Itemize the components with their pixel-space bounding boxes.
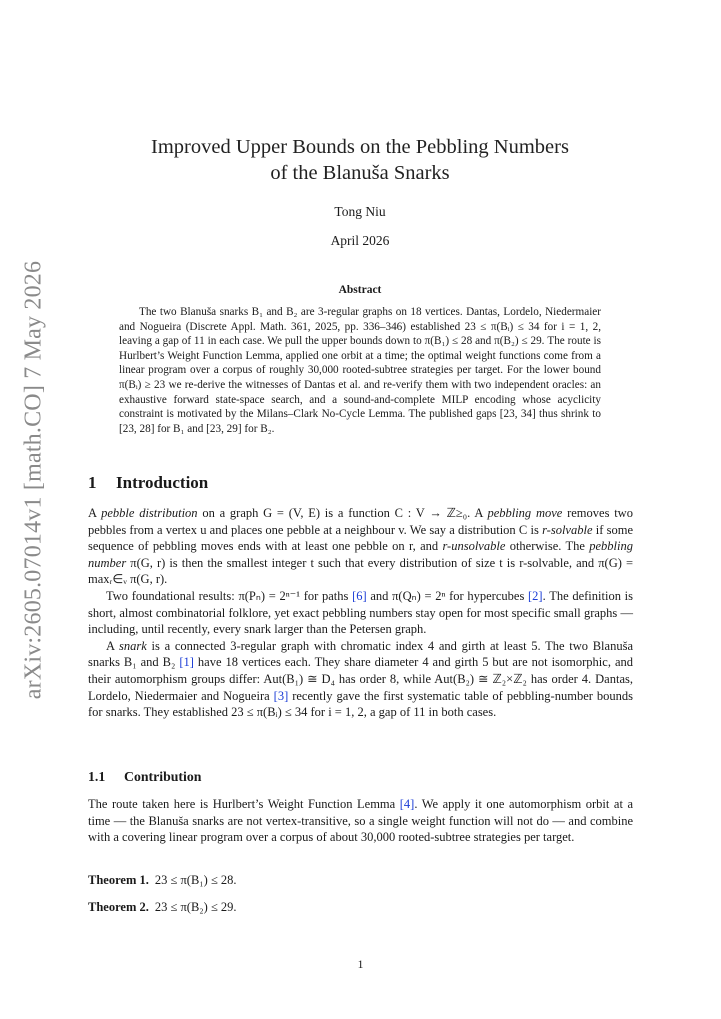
term-r-unsolvable: r-unsolvable <box>442 539 506 554</box>
term-pebbling-move: pebbling move <box>487 506 563 520</box>
paper-title <box>100 134 620 186</box>
section-heading-introduction <box>88 473 208 493</box>
theorem-2-label: Theorem 2. <box>88 900 149 914</box>
section-title: Introduction <box>116 473 209 492</box>
citation-link-6[interactable]: [6] <box>352 588 367 603</box>
theorem-1-label: Theorem 1. <box>88 873 149 887</box>
theorem-1 <box>88 873 237 888</box>
citation-link-2[interactable]: [2] <box>528 588 543 603</box>
title-line-1: Improved Upper Bounds on the Pebbling Numbers <box>151 136 569 158</box>
term-snark: snark <box>119 638 147 653</box>
contribution-body <box>88 796 633 846</box>
paragraph-definitions: A pebble distribution on a graph G = (V, E) is a function C : V → ℤ≥₀. A pebbling move removes two pebbles from a vertex u and places one pebble at a neighbour v. We say a distribution C is r-solvable if some sequence of pebbling moves ends with at least one pebble on r, and r-unsolvable otherwise. The pebbling number π(G, r) is then the smallest integer t such that every distribution of size t is r-solvable, and π(G) = maxᵣ∈ᵥ π(G, r). <box>88 506 633 587</box>
theorem-2-statement: 23 ≤ π(B₂) ≤ 29. <box>154 900 237 914</box>
citation-link-1[interactable]: [1] <box>179 655 194 670</box>
arxiv-stamp-text: arXiv:2605.07014v1 [math.CO] 7 May 2026 <box>20 260 47 700</box>
author-name: Tong Niu <box>334 204 386 219</box>
theorem-1-statement: 23 ≤ π(B₁) ≤ 28. <box>154 873 237 887</box>
subsection-number: 1.1 <box>88 769 106 784</box>
page-number: 1 <box>357 957 364 971</box>
title-line-2: of the Blanuša Snarks <box>270 162 450 184</box>
subsection-heading-contribution <box>88 769 201 785</box>
term-r-solvable: r-solvable <box>542 522 593 537</box>
theorem-2 <box>88 900 237 915</box>
abstract-heading: Abstract <box>338 284 382 296</box>
paragraph-contribution: The route taken here is Hurlbert’s Weight Function Lemma [4]. We apply it one automorphism orbit at a time — the Blanuša snarks are not vertex-transitive, so a single weight function will not do — and combine with a covering linear program over a corpus of about 30,000 rooted-subtree strategies per target. <box>88 797 634 845</box>
subsection-title: Contribution <box>124 769 202 784</box>
term-pebble-distribution: pebble distribution <box>101 506 198 520</box>
term-pebbling-number: pebbling number <box>88 539 633 570</box>
abstract-text: The two Blanuša snarks B₁ and B₂ are 3-regular graphs on 18 vertices. Dantas, Lordelo, Niedermaier and Nogueira (Discrete Appl. Math. 361, 2025, pp. 336–346) established 23 ≤ π(Bᵢ) ≤ 34 for i = 1, 2, leaving a gap of 11 in each case. We pull the upper bounds down to π(B₁) ≤ 28 and π(B₂) ≤ 29. The route is Hurlbert’s Weight Function Lemma, applied one orbit at a time; the optimal weight functions come from a linear program over a corpus of roughly 30,000 rooted-subtree strategies per target. For the lower bound π(Bᵢ) ≥ 23 we re-derive the witnesses of Dantas et al. and re-verify them with two independent oracles: an exhaustive forward state-space search, and a sound-and-complete MILP encoding whose acyclicity constraint is motivated by the Milans–Clark No-Cycle Lemma. The published gaps [23, 34] thus shrink to [23, 28] for B₁ and [23, 29] for B₂. <box>119 306 601 435</box>
paragraph-snarks: A snark is a connected 3-regular graph with chromatic index 4 and girth at least 5. The two Blanuša snarks B₁ and B₂ [1] have 18 vertices each. They share diameter 4 and girth 5 but are not isomorphic, and their automorphism groups differ: Aut(B₁) ≅ D₄ has order 8, while Aut(B₂) ≅ ℤ₂×ℤ₂ has order 4. Dantas, Lordelo, Niedermaier and Nogueira [3] recently gave the first systematic table of pebbling-number bounds for snarks. They established 23 ≤ π(Bᵢ) ≤ 34 for i = 1, 2, a gap of 11 in both cases. <box>88 638 634 720</box>
section-number: 1 <box>88 473 97 492</box>
citation-link-3[interactable]: [3] <box>273 688 289 703</box>
paper-date: April 2026 <box>330 233 390 248</box>
paragraph-foundational-results: Two foundational results: π(Pₙ) = 2ⁿ⁻¹ for paths [6] and π(Qₙ) = 2ⁿ for hypercubes [2]. The definition is short, almost combinatorial folklore, yet exact pebbling numbers stay open for most specific small graphs — including, until recently, every snark larger than the Petersen graph. <box>88 588 633 637</box>
introduction-body <box>88 505 633 721</box>
citation-link-4[interactable]: [4] <box>399 797 415 811</box>
